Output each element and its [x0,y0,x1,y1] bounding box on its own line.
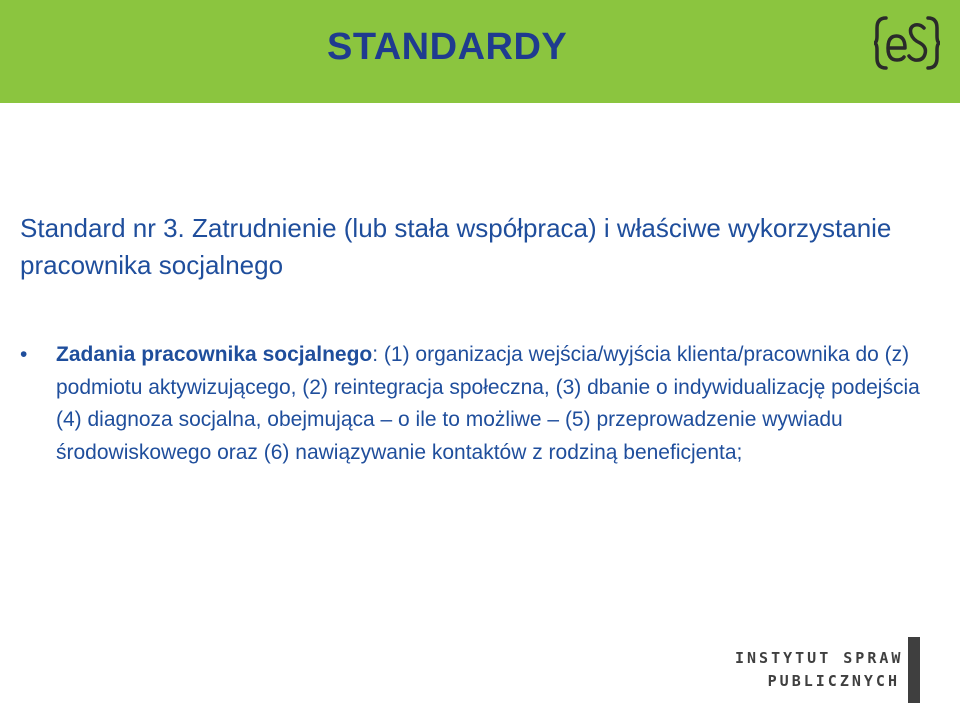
isp-logo [735,637,930,703]
bullet-body: : (1) organizacja wejścia/wyjścia klienta/pracownika do (z) podmiotu aktywizującego, (2) reintegracja społeczna, (3) dbanie o indywidualizację podejścia (4) diagnoza socjalna, obejmująca – o ile to możliwe – (5) przeprowadzenie wywiadu środowiskowego oraz (6) nawiązywanie kontaktów z rodziną beneficjenta; [56,343,920,464]
isp-logo-bar [908,637,920,703]
bullet-bold-lead: Zadania pracownika socjalnego [56,343,373,366]
isp-logo-line1: INSTYTUT SPRAW [735,649,904,667]
header-bar [0,0,960,103]
isp-logo-line2: PUBLICZNYCH [767,672,900,690]
es-logo [874,14,940,72]
page-title: STANDARDY [327,26,568,68]
bullet-marker: • [20,343,28,366]
standard-heading: Standard nr 3. Zatrudnienie (lub stała współpraca) i właściwe wykorzystanie pracownika socjalnego [20,213,892,280]
bullet-item [20,339,945,469]
es-logo-icon [874,14,940,72]
bullet-text [56,339,945,469]
